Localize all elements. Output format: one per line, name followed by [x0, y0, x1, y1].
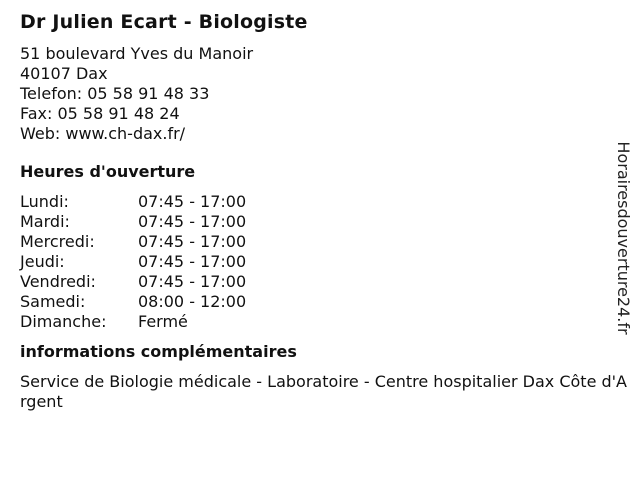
web-line: Web: www.ch-dax.fr/ — [20, 124, 186, 143]
hours-row-wednesday — [20, 232, 635, 252]
day-label: Dimanche: — [20, 312, 107, 331]
day-label: Mardi: — [20, 212, 70, 231]
hours-row-monday — [20, 192, 635, 212]
info-heading: informations complémentaires — [20, 342, 297, 361]
time-range: 07:45 - 17:00 — [138, 252, 247, 271]
hours-row-tuesday — [20, 212, 635, 232]
day-label: Mercredi: — [20, 232, 95, 251]
info-text: Service de Biologie médicale - Laboratoire - Centre hospitalier Dax Côte d'Argent — [20, 372, 627, 411]
time-range: 07:45 - 17:00 — [138, 192, 247, 211]
phone-line: Telefon: 05 58 91 48 33 — [20, 84, 210, 103]
site-watermark: Horairesdouverture24.fr — [614, 141, 633, 335]
hours-row-friday — [20, 272, 635, 292]
hours-row-thursday — [20, 252, 635, 272]
hours-row-sunday — [20, 312, 635, 332]
city-line: 40107 Dax — [20, 64, 108, 83]
address-line: 51 boulevard Yves du Manoir — [20, 44, 254, 63]
opening-hours-list — [20, 192, 635, 332]
time-range: 08:00 - 12:00 — [138, 292, 247, 311]
business-card — [20, 10, 635, 412]
day-label: Vendredi: — [20, 272, 96, 291]
day-label: Lundi: — [20, 192, 69, 211]
fax-line: Fax: 05 58 91 48 24 — [20, 104, 180, 123]
time-range: Fermé — [138, 312, 188, 331]
hours-row-saturday — [20, 292, 635, 312]
time-range: 07:45 - 17:00 — [138, 212, 247, 231]
time-range: 07:45 - 17:00 — [138, 272, 247, 291]
time-range: 07:45 - 17:00 — [138, 232, 247, 251]
hours-heading: Heures d'ouverture — [20, 162, 196, 181]
page-title: Dr Julien Ecart - Biologiste — [20, 11, 308, 33]
day-label: Samedi: — [20, 292, 86, 311]
contact-block — [20, 44, 635, 144]
day-label: Jeudi: — [20, 252, 65, 271]
